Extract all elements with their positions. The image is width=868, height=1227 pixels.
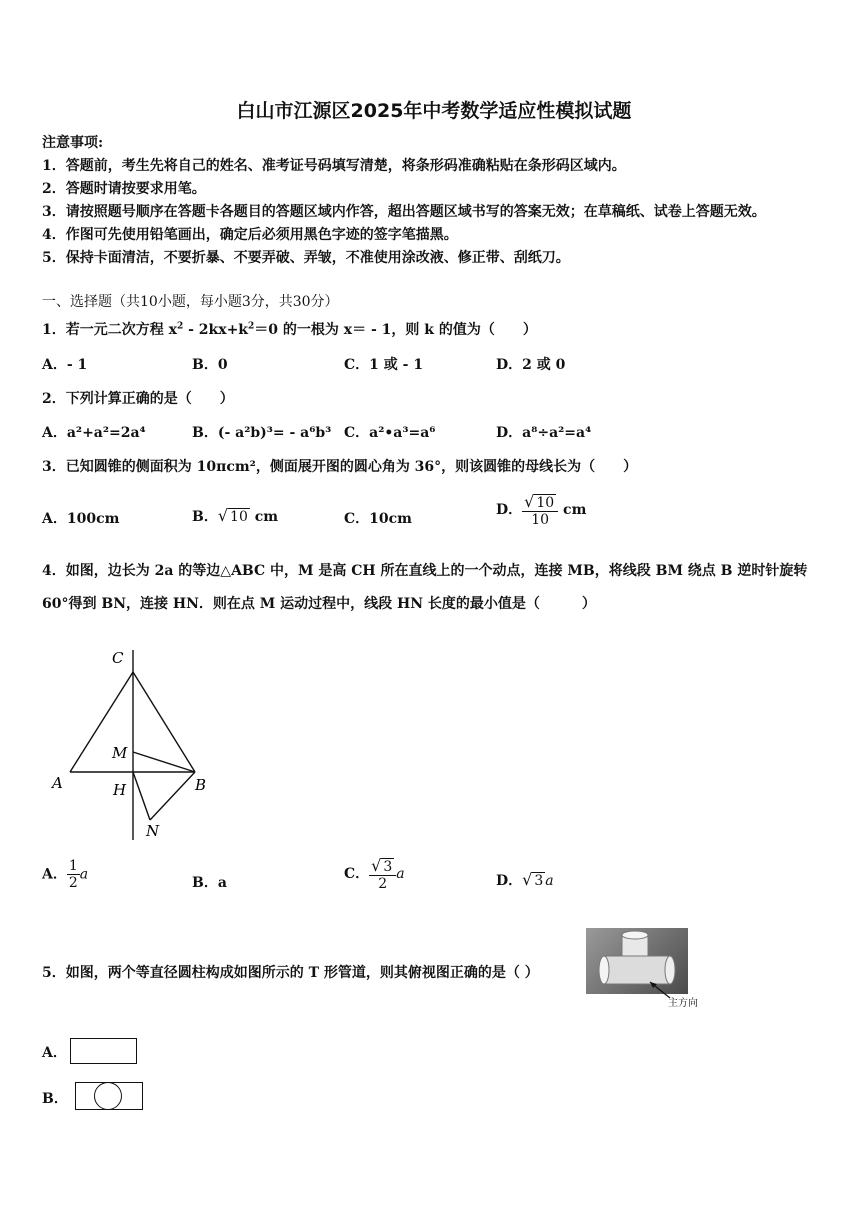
label-a: A <box>52 774 63 792</box>
segment-mb <box>133 752 195 772</box>
q2-option-b: B．(- a²b)³= - a⁶b³ <box>192 425 332 441</box>
question-4-line-2: 60°得到 BN，连接 HN．则在点 M 运动过程中，线段 HN 长度的最小值是（ ） <box>42 596 596 612</box>
notice-item-1: 1．答题前，考生先将自己的姓名、准考证号码填写清楚，将条形码准确粘贴在条形码区域内。 <box>42 158 626 174</box>
notice-heading: 注意事项: <box>42 135 104 151</box>
question-4-line-1: 4．如图，边长为 2a 的等边△ABC 中，M 是高 CH 所在直线上的一个动点，连接 MB，将线段 BM 绕点 B 逆时针旋转 <box>42 563 808 579</box>
notice-item-4: 4．作图可先使用铅笔画出，确定后必须用黑色字迹的签字笔描黑。 <box>42 227 458 243</box>
q5-option-b-label: B． <box>42 1091 68 1107</box>
question-1-stem: 1．若一元二次方程 $x^2 - 2kx+k^2=0$ 的一根为 x＝ - 1，则 k 的值为（ ） <box>42 321 537 338</box>
q2-option-c: C．a²•a³=a⁶ <box>344 425 436 441</box>
side-cb <box>133 672 195 772</box>
notice-item-2: 2．答题时请按要求用笔。 <box>42 181 206 197</box>
section-heading: 一、选择题（共10小题，每小题3分，共30分） <box>42 294 339 310</box>
segment-hn <box>133 772 150 820</box>
q1-option-c: C．1 或 - 1 <box>344 357 424 373</box>
q4-option-b: B．a <box>192 875 227 891</box>
q2-option-a: A．a²+a²=2a⁴ <box>42 425 146 441</box>
q3-option-d: D． $\frac{√ 10}{10}$ cm <box>496 492 587 528</box>
label-m: M <box>112 744 128 762</box>
page-title: 白山市江源区2025年中考数学适应性模拟试题 <box>236 100 632 122</box>
segment-bn <box>150 772 195 820</box>
label-h: H <box>113 781 127 799</box>
label-c: C <box>112 649 124 667</box>
q4-option-c: C． $\frac{√ 3}{2}$ a <box>344 856 405 892</box>
q5-option-a-rectangle <box>70 1038 137 1064</box>
q3-option-c: C．10cm <box>344 511 412 527</box>
label-n: N <box>146 822 160 840</box>
q5-option-b-circle <box>94 1082 122 1110</box>
q4-option-a: A． $\frac{1}{2}$ a <box>42 858 89 891</box>
q3-option-a: A．100cm <box>42 511 120 527</box>
q2-option-d: D．a⁸÷a²=a⁴ <box>496 425 592 441</box>
question-5-stem: 5．如图，两个等直径圆柱构成如图所示的 T 形管道，则其俯视图正确的是（ ） <box>42 965 539 981</box>
q1-option-d: D．2 或 0 <box>496 357 566 373</box>
notice-item-3: 3．请按照题号顺序在答题卡各题目的答题区域内作答，超出答题区域书写的答案无效；在草稿纸、试卷上答题无效。 <box>42 204 766 220</box>
q3-option-b: B．√ 10 cm <box>192 506 279 525</box>
q5-option-a-label: A． <box>42 1045 67 1061</box>
q1-option-b: B．0 <box>192 357 228 373</box>
photo-caption: 主方向 <box>668 998 698 1009</box>
q1-option-a: A．- 1 <box>42 357 88 373</box>
question-2-stem: 2．下列计算正确的是（ ） <box>42 391 234 407</box>
q4-option-d: D．√ 3 a <box>496 870 554 889</box>
question-3-stem: 3．已知圆锥的侧面积为 10πcm²，侧面展开图的圆心角为 36°，则该圆锥的母线长为（ ） <box>42 459 638 475</box>
triangle-figure <box>40 640 230 845</box>
notice-item-5: 5．保持卡面清洁，不要折暴、不要弄破、弄皱，不准使用涂改液、修正带、刮纸刀。 <box>42 250 570 266</box>
label-b: B <box>195 776 207 794</box>
